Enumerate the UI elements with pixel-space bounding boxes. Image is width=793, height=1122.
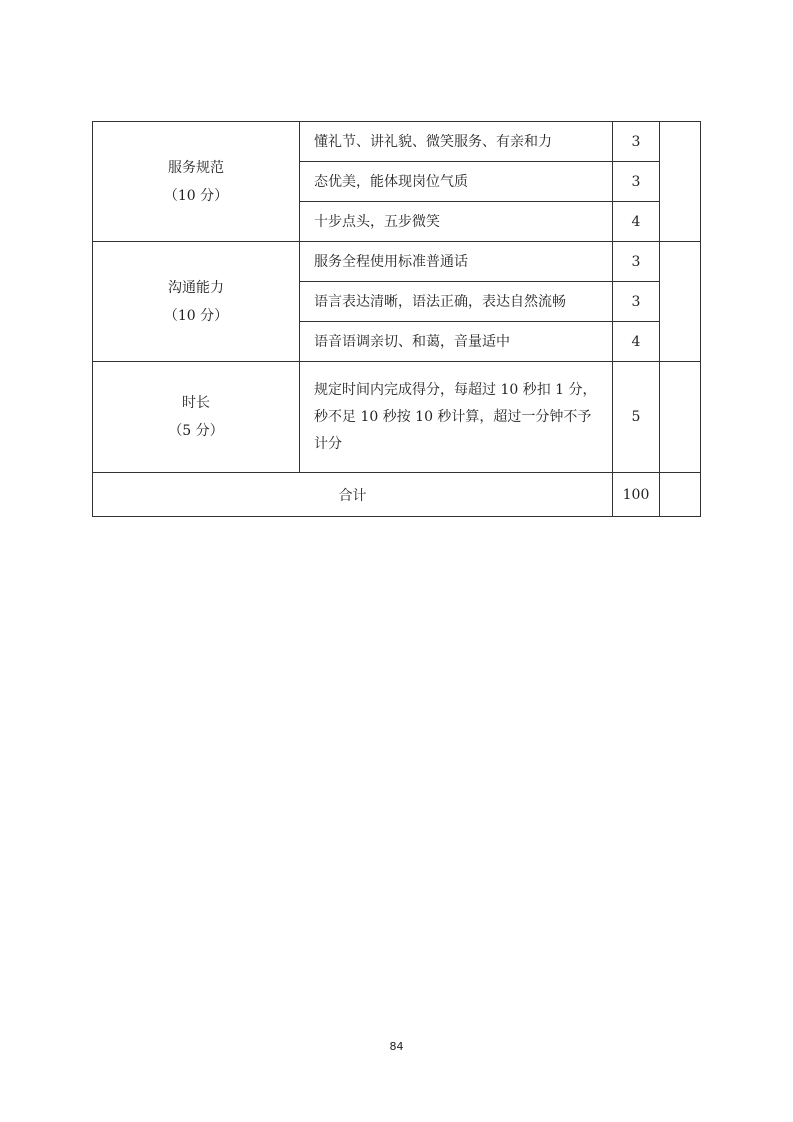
criterion-description: 十步点头，五步微笑 [300, 202, 613, 242]
description-line: 规定时间内完成得分，每超过 10 秒扣 1 分， [314, 381, 597, 398]
category-cell [93, 122, 300, 242]
criterion-score: 3 [613, 242, 660, 282]
table-row [93, 362, 701, 473]
criterion-description: 懂礼节、讲礼貌、微笑服务、有亲和力 [300, 122, 613, 162]
description-line: 计分 [314, 435, 342, 452]
criterion-description: 态优美，能体现岗位气质 [300, 162, 613, 202]
awarded-total-cell [660, 473, 701, 517]
table-row [93, 242, 701, 282]
criterion-score: 3 [613, 122, 660, 162]
category-name: 时长 [182, 395, 210, 411]
awarded-score-cell [660, 362, 701, 473]
category-points: （5 分） [168, 423, 224, 439]
description-line: 秒不足 10 秒按 10 秒计算，超过一分钟不予 [314, 408, 592, 425]
total-row [93, 473, 701, 517]
table-row [93, 122, 701, 162]
total-score: 100 [613, 473, 660, 517]
category-name: 服务规范 [168, 159, 224, 176]
criterion-score: 3 [613, 282, 660, 322]
criterion-description: 语音语调亲切、和蔼，音量适中 [300, 322, 613, 362]
criterion-description [300, 362, 613, 473]
category-cell [93, 362, 300, 473]
criterion-score: 4 [613, 202, 660, 242]
page-number: 84 [389, 1040, 404, 1053]
category-cell [93, 242, 300, 362]
awarded-score-cell [660, 242, 701, 362]
category-name: 沟通能力 [168, 279, 224, 296]
awarded-score-cell [660, 122, 701, 242]
criterion-score: 5 [613, 362, 660, 473]
criterion-description: 语言表达清晰，语法正确，表达自然流畅 [300, 282, 613, 322]
category-points: （10 分） [163, 187, 229, 204]
scoring-table [92, 121, 701, 517]
criterion-score: 3 [613, 162, 660, 202]
criterion-description: 服务全程使用标准普通话 [300, 242, 613, 282]
total-label: 合计 [93, 473, 613, 517]
criterion-score: 4 [613, 322, 660, 362]
category-points: （10 分） [163, 307, 229, 324]
